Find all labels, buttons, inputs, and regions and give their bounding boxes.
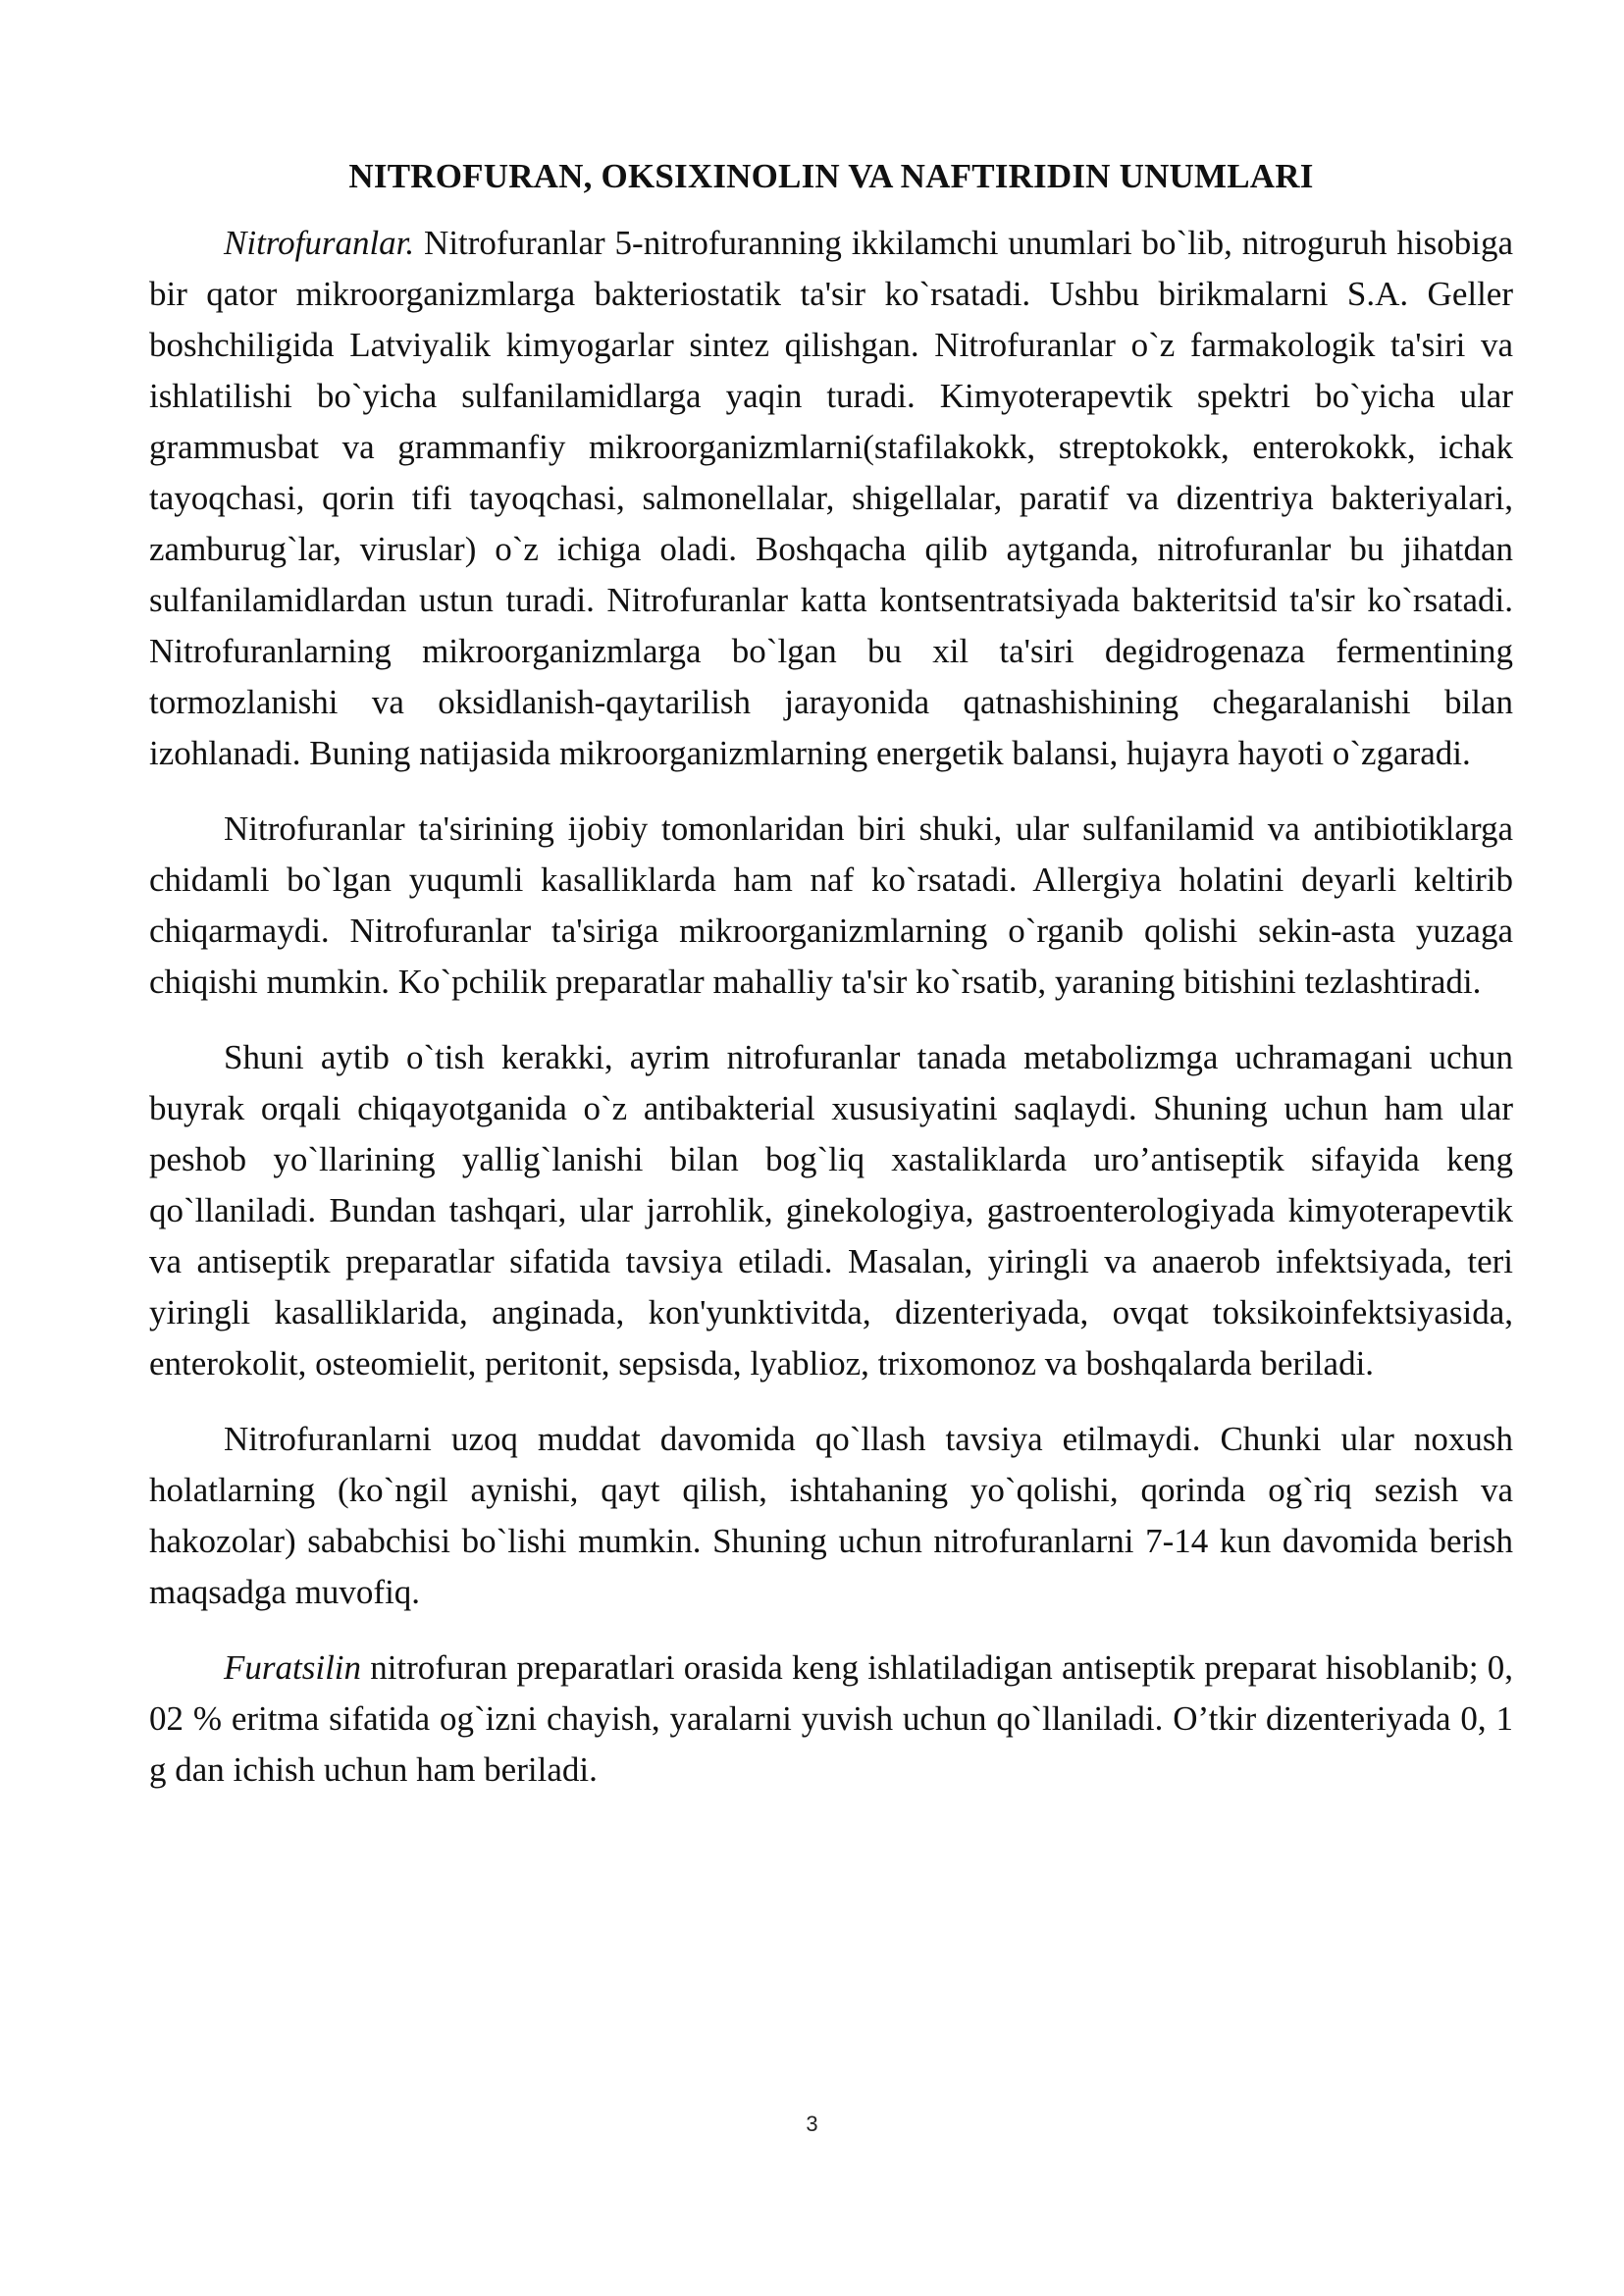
paragraph-text: Nitrofuranlarni uzoq muddat davomida qo`llash tavsiya etilmaydi. Chunki ular noxush holatlarning (ko`ngil aynishi, qayt qilish, ishtahaning yo`qolishi, qorinda og`riq sezish va hakozolar) sababchisi bo`lishi mumkin. Shuning uchun nitrofuranlarni 7-14 kun davomida berish maqsadga muvofiq.: [149, 1420, 1513, 1611]
paragraph-furatsilin: [149, 1643, 1513, 1796]
paragraph-nitrofuranlar: [149, 218, 1513, 779]
paragraph-advantages: [149, 804, 1513, 1008]
paragraph-duration: [149, 1414, 1513, 1618]
paragraph-text: Nitrofuranlar ta'sirining ijobiy tomonlaridan biri shuki, ular sulfanilamid va antibiotiklarga chidamli bo`lgan yuqumli kasalliklarda ham naf ko`rsatadi. Allergiya holatini deyarli keltirib chiqarmaydi. Nitrofuranlar ta'siriga mikroorganizmlarning o`rganib qolishi sekin-asta yuzaga chiqishi mumkin. Ko`pchilik preparatlar mahalliy ta'sir ko`rsatib, yaraning bitishini tezlashtiradi.: [149, 809, 1513, 1001]
page-content: [149, 149, 1513, 1820]
paragraph-urinary-use: [149, 1032, 1513, 1389]
paragraph-lead-term: Furatsilin: [224, 1648, 362, 1687]
paragraph-lead-term: Nitrofuranlar.: [224, 224, 415, 262]
page-number: 3: [806, 2112, 818, 2136]
paragraph-text: Shuni aytib o`tish kerakki, ayrim nitrofuranlar tanada metabolizmga uchramagani uchun buyrak orqali chiqayotganida o`z antibakterial xususiyatini saqlaydi. Shuning uchun ham ular peshob yo`llarining yallig`lanishi bilan bog`liq xastaliklarda uro’antiseptik sifayida keng qo`llaniladi. Bundan tashqari, ular jarrohlik, ginekologiya, gastroenterologiyada kimyoterapevtik va antiseptik preparatlar sifatida tavsiya etiladi. Masalan, yiringli va anaerob infektsiyada, teri yiringli kasalliklarida, anginada, kon'yunktivitda, dizenteriyada, ovqat toksikoinfektsiyasida, enterokolit, osteomielit, peritonit, sepsisda, lyablioz, trixomonoz va boshqalarda beriladi.: [149, 1038, 1513, 1383]
page-title: NITROFURAN, OKSIXINOLIN VA NAFTIRIDIN UNUMLARI: [348, 157, 1314, 195]
paragraph-text: nitrofuran preparatlari orasida keng ishlatiladigan antiseptik preparat hisoblanib; 0, 02 % eritma sifatida og`izni chayish, yaralarni yuvish uchun qo`llaniladi. O’tkir dizenteriyada 0, 1 g dan ichish uchun ham beriladi.: [149, 1648, 1513, 1789]
paragraph-text: Nitrofuranlar 5-nitrofuranning ikkilamchi unumlari bo`lib, nitroguruh hisobiga bir qator mikroorganizmlarga bakteriostatik ta'sir ko`rsatadi. Ushbu birikmalarni S.A. Geller boshchiligida Latviyalik kimyogarlar sintez qilishgan. Nitrofuranlar o`z farmakologik ta'siri va ishlatilishi bo`yicha sulfanilamidlarga yaqin turadi. Kimyoterapevtik spektri bo`yicha ular grammusbat va grammanfiy mikroorganizmlarni(stafilakokk, streptokokk, enterokokk, ichak tayoqchasi, qorin tifi tayoqchasi, salmonellalar, shigellalar, paratif va dizentriya bakteriyalari, zamburug`lar, viruslar) o`z ichiga oladi. Boshqacha qilib aytganda, nitrofuranlar bu jihatdan sulfanilamidlardan ustun turadi. Nitrofuranlar katta kontsentratsiyada bakteritsid ta'sir ko`rsatadi. Nitrofuranlarning mikroorganizmlarga bo`lgan bu xil ta'siri degidrogenaza fermentining tormozlanishi va oksidlanish-qaytarilish jarayonida qatnashishining chegaralanishi bilan izohlanadi. Buning natijasida mikroorganizmlarning energetik balansi, hujayra hayoti o`zgaradi.: [149, 224, 1513, 772]
